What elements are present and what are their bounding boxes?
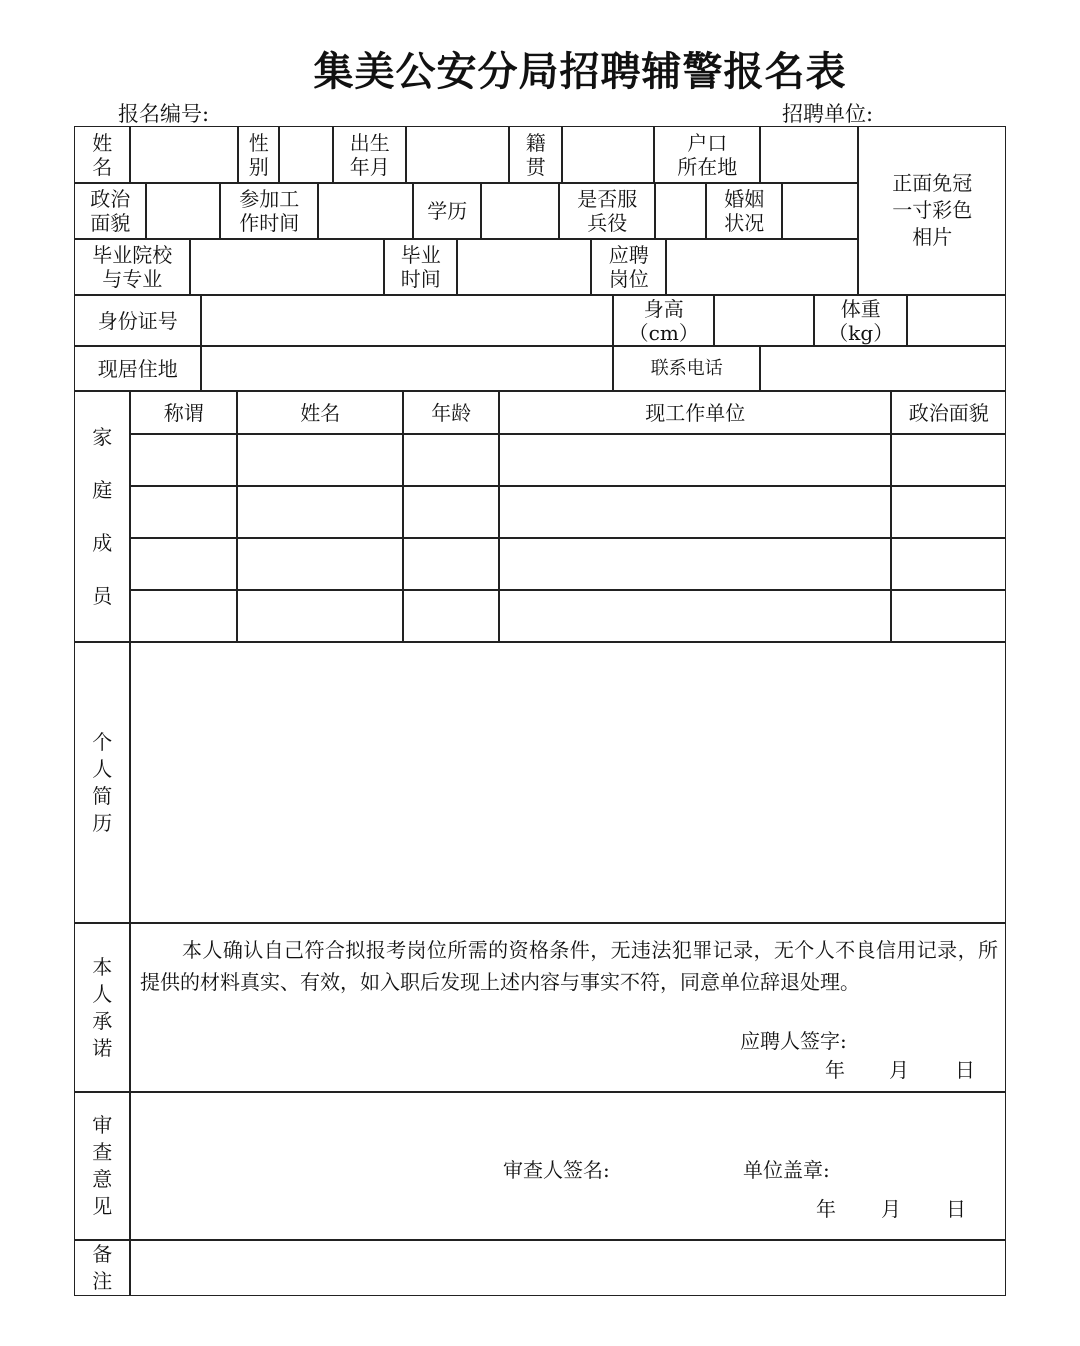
family-cell[interactable] bbox=[499, 538, 891, 590]
family-header-age: 年龄 bbox=[403, 391, 499, 434]
family-cell[interactable] bbox=[130, 590, 237, 642]
family-header-name: 姓名 bbox=[237, 391, 403, 434]
family-cell[interactable] bbox=[130, 486, 237, 538]
grad-time-field[interactable] bbox=[457, 239, 591, 295]
pledge-year-label: 年 bbox=[825, 1058, 845, 1082]
family-cell[interactable] bbox=[130, 538, 237, 590]
marriage-label: 婚姻 状况 bbox=[706, 183, 782, 239]
weight-field[interactable] bbox=[907, 295, 1006, 346]
review-month-label: 月 bbox=[881, 1197, 901, 1221]
address-label: 现居住地 bbox=[74, 346, 201, 391]
resume-label: 个 人 简 历 bbox=[74, 642, 130, 923]
work-start-label: 参加工 作时间 bbox=[220, 183, 318, 239]
work-start-field[interactable] bbox=[318, 183, 413, 239]
politics-field[interactable] bbox=[146, 183, 220, 239]
family-cell[interactable] bbox=[499, 590, 891, 642]
review-year-label: 年 bbox=[816, 1197, 836, 1221]
weight-label: 体重 （kg） bbox=[814, 295, 907, 346]
family-members-label: 家 庭 成 员 bbox=[74, 391, 130, 642]
name-field[interactable] bbox=[130, 126, 238, 183]
family-header-politics: 政治面貌 bbox=[891, 391, 1006, 434]
family-cell[interactable] bbox=[403, 434, 499, 486]
height-label: 身高 （cm） bbox=[613, 295, 714, 346]
native-place-label: 籍 贯 bbox=[509, 126, 562, 183]
family-cell[interactable] bbox=[891, 486, 1006, 538]
photo-box[interactable]: 正面免冠 一寸彩色 相片 bbox=[858, 126, 1006, 295]
position-label: 应聘 岗位 bbox=[591, 239, 666, 295]
recruiting-unit-label: 招聘单位: bbox=[782, 102, 874, 126]
review-day-label: 日 bbox=[946, 1197, 966, 1221]
gender-label: 性 别 bbox=[238, 126, 279, 183]
phone-label: 联系电话 bbox=[613, 346, 760, 391]
family-cell[interactable] bbox=[499, 486, 891, 538]
politics-label: 政治 面貌 bbox=[74, 183, 146, 239]
family-cell[interactable] bbox=[891, 590, 1006, 642]
id-number-label: 身份证号 bbox=[74, 295, 201, 346]
family-cell[interactable] bbox=[891, 538, 1006, 590]
address-field[interactable] bbox=[201, 346, 613, 391]
family-header-employer: 现工作单位 bbox=[499, 391, 891, 434]
family-cell[interactable] bbox=[403, 486, 499, 538]
family-cell[interactable] bbox=[130, 434, 237, 486]
education-label: 学历 bbox=[413, 183, 481, 239]
pledge-day-label: 日 bbox=[955, 1058, 975, 1082]
family-cell[interactable] bbox=[891, 434, 1006, 486]
id-number-field[interactable] bbox=[201, 295, 613, 346]
family-cell[interactable] bbox=[237, 538, 403, 590]
remarks-label: 备 注 bbox=[74, 1240, 130, 1296]
family-cell[interactable] bbox=[237, 434, 403, 486]
marriage-field[interactable] bbox=[782, 183, 858, 239]
native-place-field[interactable] bbox=[562, 126, 654, 183]
hukou-label: 户口 所在地 bbox=[654, 126, 760, 183]
school-field[interactable] bbox=[190, 239, 384, 295]
family-cell[interactable] bbox=[237, 486, 403, 538]
review-label: 审 查 意 见 bbox=[74, 1092, 130, 1240]
birth-label: 出生 年月 bbox=[333, 126, 406, 183]
form-title: 集美公安分局招聘辅警报名表 bbox=[313, 48, 847, 95]
pledge-text: 本人确认自己符合拟报考岗位所需的资格条件，无违法犯罪记录，无个人不良信用记录，所提供的材料真实、有效，如入职后发现上述内容与事实不符，同意单位辞退处理。 bbox=[140, 938, 998, 994]
position-field[interactable] bbox=[666, 239, 858, 295]
grad-time-label: 毕业 时间 bbox=[384, 239, 457, 295]
pledge-month-label: 月 bbox=[889, 1058, 909, 1082]
birth-field[interactable] bbox=[406, 126, 509, 183]
family-header-relation: 称谓 bbox=[130, 391, 237, 434]
military-label: 是否服 兵役 bbox=[559, 183, 655, 239]
family-cell[interactable] bbox=[403, 590, 499, 642]
remarks-field[interactable] bbox=[130, 1240, 1006, 1296]
education-field[interactable] bbox=[481, 183, 559, 239]
reviewer-signature-label: 审查人签名: bbox=[503, 1158, 610, 1182]
resume-field[interactable] bbox=[130, 642, 1006, 923]
military-field[interactable] bbox=[655, 183, 706, 239]
height-field[interactable] bbox=[714, 295, 814, 346]
gender-field[interactable] bbox=[279, 126, 333, 183]
pledge-label: 本 人 承 诺 bbox=[74, 923, 130, 1092]
school-label: 毕业院校 与专业 bbox=[74, 239, 190, 295]
family-cell[interactable] bbox=[499, 434, 891, 486]
registration-number-label: 报名编号: bbox=[118, 102, 210, 126]
name-label: 姓 名 bbox=[74, 126, 130, 183]
applicant-signature-label: 应聘人签字: bbox=[740, 1029, 847, 1053]
family-cell[interactable] bbox=[403, 538, 499, 590]
phone-field[interactable] bbox=[760, 346, 1006, 391]
family-cell[interactable] bbox=[237, 590, 403, 642]
hukou-field[interactable] bbox=[760, 126, 858, 183]
unit-seal-label: 单位盖章: bbox=[743, 1158, 830, 1182]
